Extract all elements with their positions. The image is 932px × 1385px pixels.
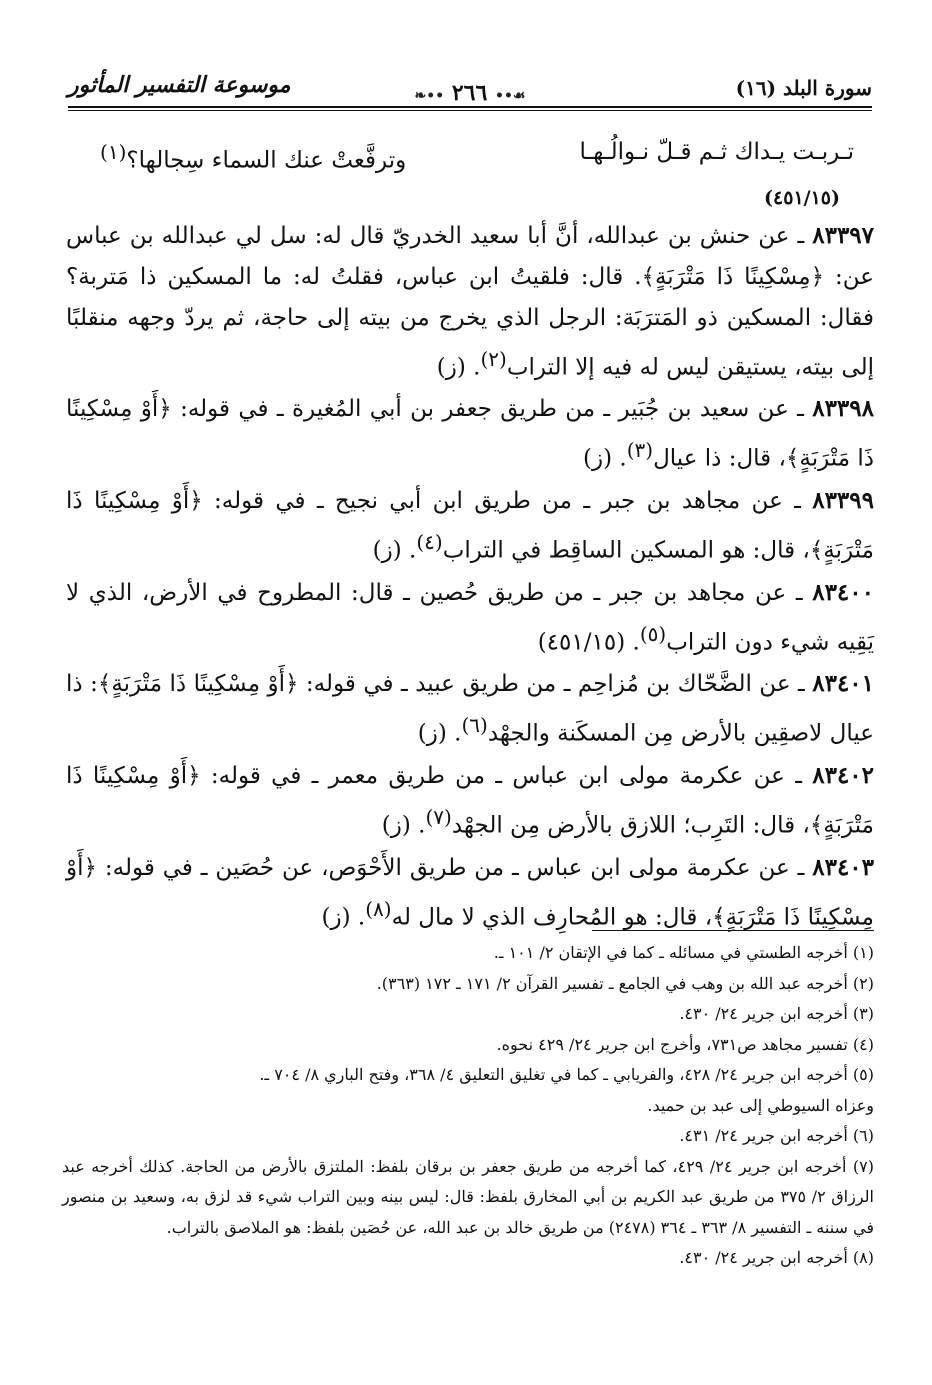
- footnote: (٧) أخرجه ابن جرير ٢٤/ ٤٢٩، كما أخرجه من طريق جعفر بن برقان بلفظ: الملتزق بالأرض من الحاجة. كذلك أخرجه عبد الرزاق ٢/ ٣٧٥ من طريق عبد الكريم بن أبي المخارق بلفظ: قال: ليس بينه وبين التراب شيء قد لزق به، وسعيد بن منصور في سننه ـ التفسير ٨/ ٣٦٣ ـ ٣٦٤ (٢٤٧٨) من طريق خالد بن عبد الله، عن حُصَين بلفظ: هو الملاصق بالتراب.: [62, 1156, 874, 1237]
- footnote: (٤) تفسير مجاهد ص٧٣١، وأخرج ابن جرير ٢٤/ ٤٢٩ نحوه.: [496, 1034, 874, 1054]
- footnote-mark: (٥): [639, 621, 667, 646]
- main-text: [66, 130, 874, 938]
- page-number: ٢٦٦: [451, 80, 488, 106]
- footnote-mark: (٦): [461, 713, 488, 738]
- entry-tail: . (ز): [417, 720, 462, 747]
- chapter-heading: سورة البلد (١٦): [735, 76, 872, 100]
- entry-number: ٨٣٣٩٩: [812, 486, 874, 514]
- poem-verse: [66, 130, 874, 183]
- header-rule-thin: [68, 110, 872, 111]
- entry-number: ٨٣٤٠٣: [812, 853, 875, 881]
- footnote-mark: (٨): [365, 896, 392, 921]
- footnote: (٣) أخرجه ابن جرير ٢٤/ ٤٣٠.: [679, 1004, 874, 1023]
- entry-number: ٨٣٤٠٠: [812, 578, 874, 606]
- footnote: (١) أخرجه الطستي في مسائله ـ كما في الإتقان ٢/ ١٠١ ـ.: [493, 943, 874, 962]
- narration-entry: [66, 480, 874, 572]
- entry-tail: . (ز): [583, 445, 627, 472]
- footnote: (٦) أخرجه ابن جرير ٢٤/ ٤٣١.: [679, 1126, 874, 1145]
- entry-text: ـ عن الضَّحّاك بن مُزاحِم ـ من طريق عبيد ـ في قوله: ﴿أَوْ مِسْكِينًا ذَا مَتْرَبَةٍ﴾: ذا عيال لاصقِين بالأرض مِن المسكَنة والجهْد: [66, 671, 874, 747]
- footnote-mark: (٧): [425, 804, 452, 829]
- entry-number: ٨٣٣٩٨: [812, 395, 874, 423]
- footnote-mark: (٣): [626, 438, 654, 463]
- footnote-mark: (٤): [416, 529, 443, 554]
- footnotes: [62, 938, 874, 1274]
- entry-number: ٨٣٤٠٢: [812, 761, 875, 789]
- entry-text: ـ عن عكرمة مولى ابن عباس ـ من طريق الأَحْوَص، عن حُصَين ـ في قوله: ﴿أَوْ مِسْكِينًا ذَا مَتْرَبَةٍ﴾، قال: هو المُحارِف الذي لا مال له: [66, 854, 874, 931]
- entry-number: ٨٣٣٩٧: [812, 221, 875, 249]
- page-number-block: [415, 80, 526, 106]
- entry-text: ـ عن حنش بن عبدالله، أنَّ أبا سعيد الخدريّ قال له: سل لي عبدالله بن عباس عن: ﴿مِسْكِينًا ذَا مَتْرَبَةٍ﴾. قال: فلقيتُ ابن عباس، فقلتُ له: ما المسكين ذا مَتربة؟ فقال: المسكين ذو المَترَبَة: الرجل الذي يخرج من بيته إلى حاجة، ثم يردّ وجهه منقلبًا إلى بيته، يستيقن ليس له فيه إلا التراب: [66, 222, 874, 381]
- entry-tail: . (ز): [436, 354, 481, 381]
- entry-text: ـ عن مجاهد بن جبر ـ من طريق حُصين ـ قال: المطروح في الأرض، الذي لا يَقِيه شيء دون التراب: [66, 579, 874, 656]
- header-rule: [68, 106, 872, 108]
- footnote-separator: [592, 930, 874, 931]
- entry-tail: . (٤٥١/١٥): [537, 629, 640, 656]
- ornament-left-icon: ❧••: [414, 88, 445, 104]
- entry-number: ٨٣٤٠١: [812, 670, 875, 698]
- footnote: وعزاه السيوطي إلى عبد بن حميد.: [647, 1095, 874, 1115]
- book-title: موسوعة التفسير المأثور: [68, 72, 291, 98]
- verse-hemistich-right: تـربـت يـداك ثـم قـلّ نـوالُـهـا: [579, 139, 854, 165]
- entry-text: ـ عن سعيد بن جُبَير ـ من طريق جعفر بن أبي المُغيرة ـ في قوله: ﴿أَوْ مِسْكِينًا ذَا مَتْرَبَةٍ﴾، قال: ذا عيال: [66, 396, 874, 472]
- narration-entry: [66, 572, 874, 664]
- narration-entry: [66, 663, 874, 755]
- footnote: (٥) أخرجه ابن جرير ٢٤/ ٤٢٨، والفريابي ـ كما في تغليق التعليق ٤/ ٣٦٨، وفتح الباري ٨/ ٧٠٤ ـ.: [259, 1065, 874, 1084]
- footnote: (٢) أخرجه عبد الله بن وهب في الجامع ـ تفسير القرآن ٢/ ١٧١ ـ ١٧٢ (٣٦٣).: [376, 973, 874, 993]
- footnote-mark: (٢): [480, 346, 507, 371]
- entry-text: ـ عن عكرمة مولى ابن عباس ـ من طريق معمر ـ في قوله: ﴿أَوْ مِسْكِينًا ذَا مَتْرَبَةٍ﴾، قال: التَرِب؛ اللازق بالأرض مِن الجهْد: [66, 762, 874, 839]
- footnote: (٨) أخرجه ابن جرير ٢٤/ ٤٣٠.: [679, 1248, 874, 1267]
- narration-entry: [66, 388, 874, 480]
- ornament-right-icon: ••☙: [494, 88, 526, 104]
- verse-reference: (٤٥١/١٥): [764, 186, 840, 209]
- footnote-mark: (١): [100, 140, 127, 164]
- narration-entry: [66, 847, 874, 939]
- entry-tail: . (ز): [321, 904, 366, 931]
- verse-hemistich-left: وترفَّعتْ عنك السماء سِجالها؟$^{(١)}$: [100, 140, 407, 174]
- narration-entry: [66, 755, 874, 847]
- narration-entry: [66, 215, 874, 389]
- entry-text: ـ عن مجاهد بن جبر ـ من طريق ابن أبي نجيح ـ في قوله: ﴿أَوْ مِسْكِينًا ذَا مَتْرَبَةٍ﴾، قال: هو المسكين الساقِط في التراب: [66, 487, 874, 564]
- entry-tail: . (ز): [372, 537, 417, 564]
- page-header: [68, 62, 872, 110]
- entry-tail: . (ز): [381, 812, 426, 839]
